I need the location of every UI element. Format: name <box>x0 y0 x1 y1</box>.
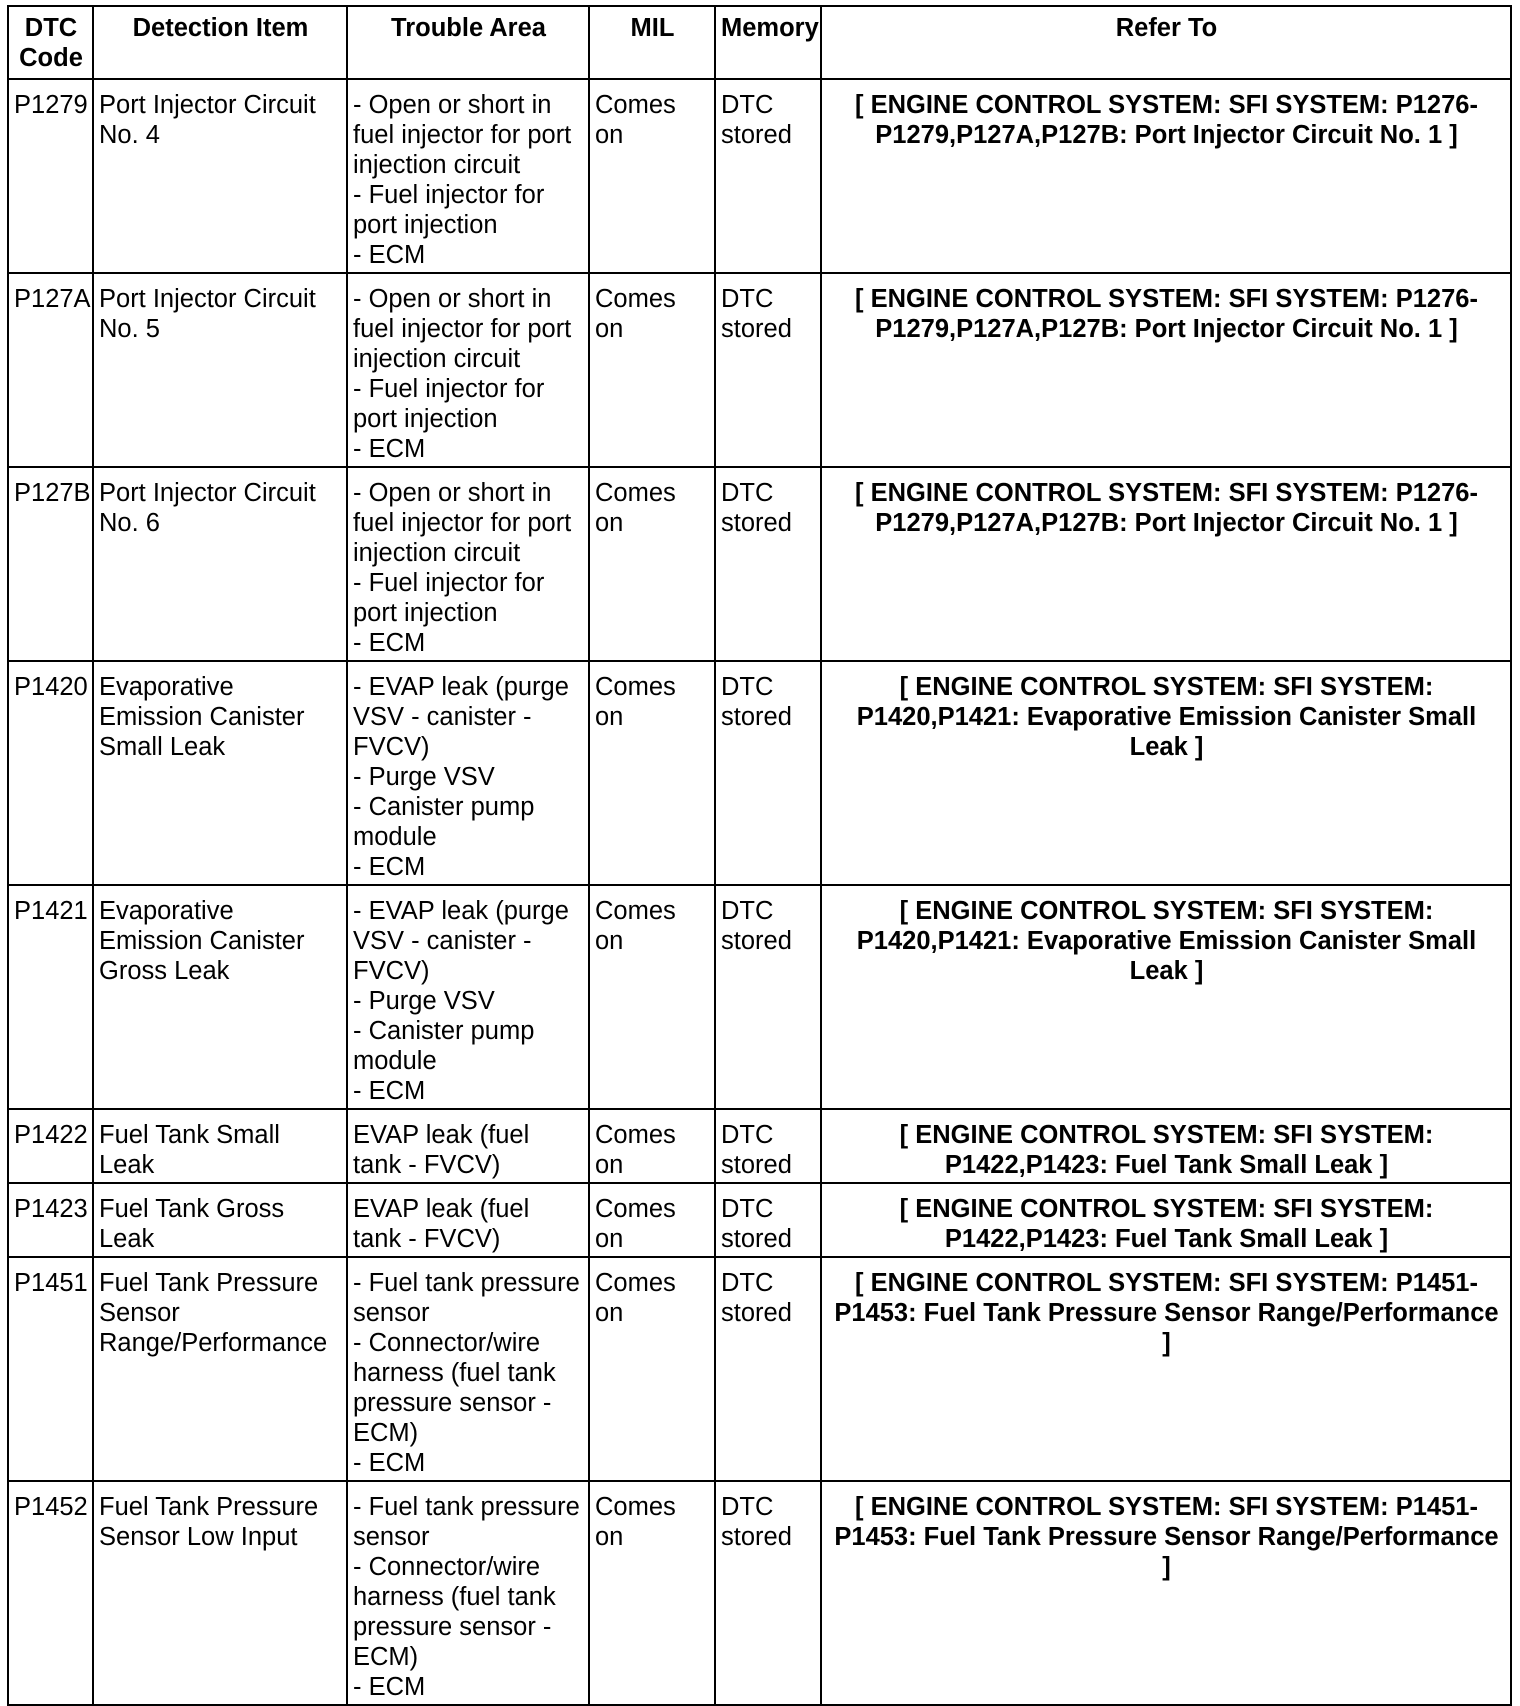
trouble-area-line: - Open or short in fuel injector for port injection circuit <box>353 285 572 373</box>
detection-item-cell: Port Injector Circuit No. 6 <box>93 467 347 661</box>
header-trouble-area: Trouble Area <box>347 6 589 79</box>
table-row <box>8 1109 1511 1183</box>
mil-cell: Comes on <box>589 1109 715 1183</box>
trouble-area-cell <box>347 79 589 273</box>
detection-item-cell: Port Injector Circuit No. 5 <box>93 273 347 467</box>
trouble-area-line: - Open or short in fuel injector for port injection circuit <box>353 91 572 179</box>
header-detection-item: Detection Item <box>93 6 347 79</box>
trouble-area-line: - ECM <box>353 435 426 463</box>
trouble-area-line: - ECM <box>353 1077 426 1105</box>
trouble-area-line: - Connector/wire harness (fuel tank pressure sensor - ECM) <box>353 1553 556 1671</box>
trouble-area-line: - Connector/wire harness (fuel tank pressure sensor - ECM) <box>353 1329 556 1447</box>
memory-cell: DTC stored <box>715 1183 821 1257</box>
detection-item-cell: Evaporative Emission Canister Small Leak <box>93 661 347 885</box>
detection-item-cell: Fuel Tank Pressure Sensor Range/Performance <box>93 1257 347 1481</box>
memory-cell: DTC stored <box>715 467 821 661</box>
trouble-area-line: - ECM <box>353 629 426 657</box>
trouble-area-line: - ECM <box>353 1673 426 1701</box>
trouble-area-cell <box>347 1183 589 1257</box>
mil-cell: Comes on <box>589 1257 715 1481</box>
memory-cell: DTC stored <box>715 1257 821 1481</box>
mil-cell: Comes on <box>589 1481 715 1705</box>
table-row <box>8 273 1511 467</box>
mil-cell: Comes on <box>589 885 715 1109</box>
table-row <box>8 1481 1511 1705</box>
table-row <box>8 661 1511 885</box>
trouble-area-line: - EVAP leak (purge VSV - canister - FVCV) <box>353 673 569 761</box>
detection-item-cell: Fuel Tank Pressure Sensor Low Input <box>93 1481 347 1705</box>
refer-to-cell: [ ENGINE CONTROL SYSTEM: SFI SYSTEM: P1420,P1421: Evaporative Emission Canister Small Leak ] <box>821 885 1511 1109</box>
trouble-area-line: EVAP leak (fuel tank - FVCV) <box>353 1195 530 1253</box>
header-refer-to: Refer To <box>821 6 1511 79</box>
mil-cell: Comes on <box>589 79 715 273</box>
trouble-area-cell <box>347 273 589 467</box>
trouble-area-line: - EVAP leak (purge VSV - canister - FVCV) <box>353 897 569 985</box>
trouble-area-cell <box>347 467 589 661</box>
trouble-area-line: EVAP leak (fuel tank - FVCV) <box>353 1121 530 1179</box>
trouble-area-line: - ECM <box>353 1449 426 1477</box>
trouble-area-line: - Purge VSV <box>353 987 495 1015</box>
refer-to-cell: [ ENGINE CONTROL SYSTEM: SFI SYSTEM: P1420,P1421: Evaporative Emission Canister Small Leak ] <box>821 661 1511 885</box>
header-row <box>8 6 1511 79</box>
mil-cell: Comes on <box>589 661 715 885</box>
refer-to-cell: [ ENGINE CONTROL SYSTEM: SFI SYSTEM: P1276-P1279,P127A,P127B: Port Injector Circuit No. 1 ] <box>821 79 1511 273</box>
trouble-area-cell <box>347 1257 589 1481</box>
table-body <box>8 79 1511 1705</box>
trouble-area-cell <box>347 661 589 885</box>
trouble-area-cell <box>347 885 589 1109</box>
refer-to-cell: [ ENGINE CONTROL SYSTEM: SFI SYSTEM: P1451-P1453: Fuel Tank Pressure Sensor Range/Performance ] <box>821 1257 1511 1481</box>
trouble-area-line: - ECM <box>353 853 426 881</box>
mil-cell: Comes on <box>589 273 715 467</box>
table-row <box>8 79 1511 273</box>
trouble-area-line: - Purge VSV <box>353 763 495 791</box>
memory-cell: DTC stored <box>715 1109 821 1183</box>
mil-cell: Comes on <box>589 467 715 661</box>
dtc-code-cell: P127B <box>8 467 93 661</box>
table-row <box>8 1183 1511 1257</box>
trouble-area-line: - Fuel tank pressure sensor <box>353 1269 580 1327</box>
header-dtc-code: DTC Code <box>8 6 93 79</box>
trouble-area-cell <box>347 1109 589 1183</box>
trouble-area-line: - ECM <box>353 241 426 269</box>
dtc-code-cell: P1421 <box>8 885 93 1109</box>
dtc-code-cell: P1420 <box>8 661 93 885</box>
dtc-code-cell: P1451 <box>8 1257 93 1481</box>
memory-cell: DTC stored <box>715 79 821 273</box>
trouble-area-cell <box>347 1481 589 1705</box>
detection-item-cell: Fuel Tank Small Leak <box>93 1109 347 1183</box>
trouble-area-line: - Canister pump module <box>353 793 535 851</box>
trouble-area-line: - Open or short in fuel injector for port injection circuit <box>353 479 572 567</box>
refer-to-cell: [ ENGINE CONTROL SYSTEM: SFI SYSTEM: P1276-P1279,P127A,P127B: Port Injector Circuit No. 1 ] <box>821 273 1511 467</box>
detection-item-cell: Fuel Tank Gross Leak <box>93 1183 347 1257</box>
table-row <box>8 1257 1511 1481</box>
table-row <box>8 885 1511 1109</box>
dtc-code-cell: P1279 <box>8 79 93 273</box>
table-row <box>8 467 1511 661</box>
refer-to-cell: [ ENGINE CONTROL SYSTEM: SFI SYSTEM: P1451-P1453: Fuel Tank Pressure Sensor Range/Performance ] <box>821 1481 1511 1705</box>
dtc-code-cell: P1423 <box>8 1183 93 1257</box>
memory-cell: DTC stored <box>715 661 821 885</box>
trouble-area-line: - Canister pump module <box>353 1017 535 1075</box>
detection-item-cell: Port Injector Circuit No. 4 <box>93 79 347 273</box>
trouble-area-line: - Fuel injector for port injection <box>353 569 545 627</box>
dtc-code-cell: P1422 <box>8 1109 93 1183</box>
trouble-area-line: - Fuel injector for port injection <box>353 181 545 239</box>
refer-to-cell: [ ENGINE CONTROL SYSTEM: SFI SYSTEM: P1276-P1279,P127A,P127B: Port Injector Circuit No. 1 ] <box>821 467 1511 661</box>
refer-to-cell: [ ENGINE CONTROL SYSTEM: SFI SYSTEM: P1422,P1423: Fuel Tank Small Leak ] <box>821 1109 1511 1183</box>
dtc-table <box>7 5 1512 1706</box>
trouble-area-line: - Fuel tank pressure sensor <box>353 1493 580 1551</box>
dtc-code-cell: P1452 <box>8 1481 93 1705</box>
trouble-area-line: - Fuel injector for port injection <box>353 375 545 433</box>
memory-cell: DTC stored <box>715 273 821 467</box>
detection-item-cell: Evaporative Emission Canister Gross Leak <box>93 885 347 1109</box>
memory-cell: DTC stored <box>715 885 821 1109</box>
mil-cell: Comes on <box>589 1183 715 1257</box>
header-mil: MIL <box>589 6 715 79</box>
memory-cell: DTC stored <box>715 1481 821 1705</box>
refer-to-cell: [ ENGINE CONTROL SYSTEM: SFI SYSTEM: P1422,P1423: Fuel Tank Small Leak ] <box>821 1183 1511 1257</box>
header-memory: Memory <box>715 6 821 79</box>
dtc-code-cell: P127A <box>8 273 93 467</box>
